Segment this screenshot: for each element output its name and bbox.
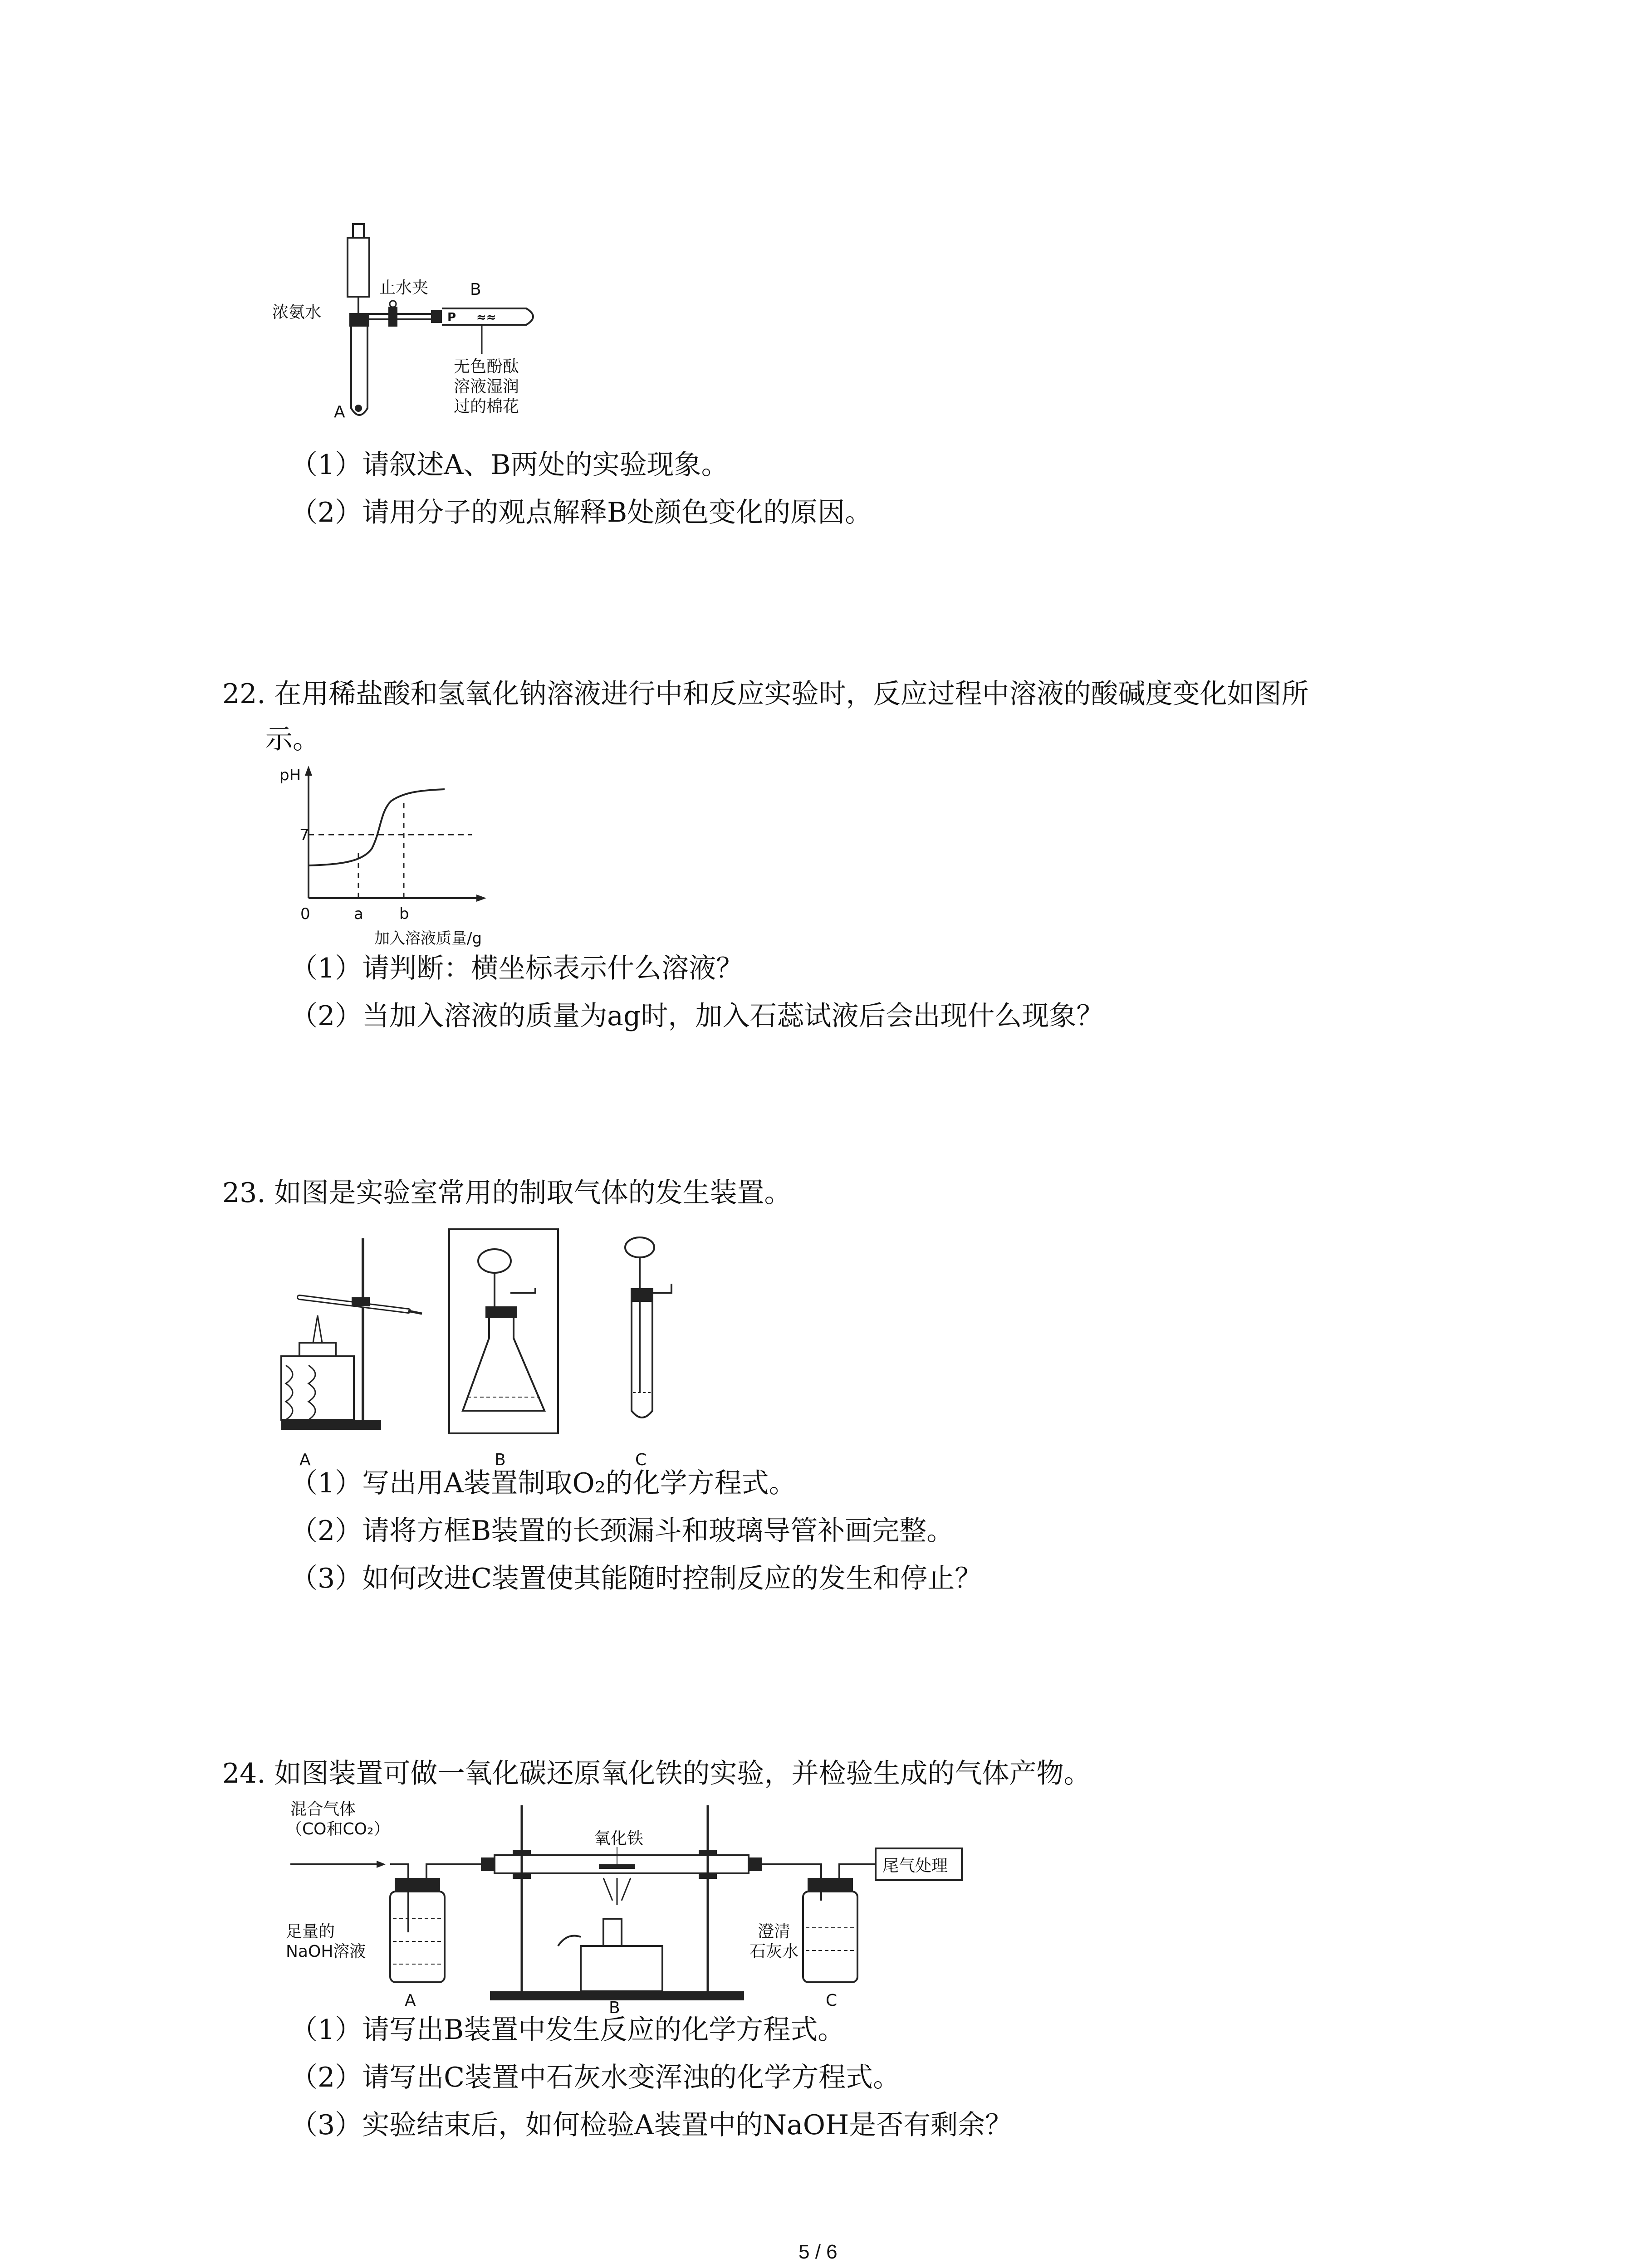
label-a: A (405, 1991, 416, 2010)
q24-question-line1: 24. 如图装置可做一氧化碳还原氧化铁的实验，并检验生成的气体产物。 (222, 1758, 1091, 1789)
q24-sub1: （1）请写出B装置中发生反应的化学方程式。 (290, 2014, 845, 2046)
q23-gas-generator-figure (272, 1220, 726, 1474)
label-cotton-1: 无色酚酞 (454, 357, 519, 376)
x-axis-arrow (476, 894, 486, 902)
label-b: B (470, 280, 481, 299)
x-tick-label-b: b (399, 905, 409, 923)
label-mixed-gas-composition: （CO和CO₂） (286, 1820, 390, 1838)
label-ammonia: 浓氨水 (272, 303, 322, 322)
label-tail-gas: 尾气处理 (882, 1857, 948, 1875)
q21-sub2: （2）请用分子的观点解释B处颜色变化的原因。 (290, 497, 872, 528)
ph-curve (309, 789, 445, 865)
label-c: C (635, 1451, 647, 1469)
label-b: B (609, 1999, 620, 2014)
q22-sub2: （2）当加入溶液的质量为ag时，加入石蕊试液后会出现什么现象？ (290, 1000, 1104, 1032)
label-a: A (334, 403, 345, 421)
q22-question-line1: 22. 在用稀盐酸和氢氧化钠溶液进行中和反应实验时，反应过程中溶液的酸碱度变化如图所 (222, 678, 1309, 710)
label-clamp: 止水夹 (379, 279, 429, 297)
q22-ph-chart (272, 762, 526, 957)
q23-question-line1: 23. 如图是实验室常用的制取气体的发生装置。 (222, 1177, 792, 1209)
stand-a-base (281, 1420, 381, 1430)
q23-sub2: （2）请将方框B装置的长颈漏斗和玻璃导管补画完整。 (290, 1515, 954, 1547)
q21-sub1: （1）请叙述A、B两处的实验现象。 (290, 449, 729, 481)
q23-sub1: （1）写出用A装置制取O₂的化学方程式。 (290, 1467, 796, 1499)
svg-text:≈≈: ≈≈ (476, 311, 496, 324)
label-b: B (495, 1451, 506, 1469)
label-cotton-2: 溶液湿润 (454, 377, 519, 396)
q23-sub3: （3）如何改进C装置使其能随时控制反应的发生和停止？ (290, 1563, 982, 1594)
label-p: P (447, 311, 456, 324)
x-tick-label-a: a (354, 905, 363, 923)
label-lime-clear: 澄清 (758, 1922, 791, 1941)
origin-label: 0 (300, 905, 310, 923)
q22-sub1: （1）请判断：横坐标表示什么溶液？ (290, 953, 744, 984)
label-cotton-3: 过的棉花 (454, 397, 519, 416)
page-number: 5 / 6 (798, 2241, 838, 2263)
label-c: C (826, 1991, 838, 2010)
label-mixed-gas: 混合气体 (290, 1800, 356, 1818)
y-axis-arrow (305, 766, 312, 776)
y-tick-label: 7 (299, 826, 309, 844)
q24-sub3: （3）实验结束后，如何检验A装置中的NaOH是否有剩余？ (290, 2109, 1013, 2141)
label-naoh-amount: 足量的 (286, 1922, 335, 1941)
q21-ammonia-apparatus-figure (272, 218, 590, 435)
label-naoh-solution: NaOH溶液 (286, 1942, 366, 1961)
q24-co-reduction-figure (286, 1796, 966, 2014)
q22-question-line2: 示。 (265, 723, 320, 755)
label-lime-water: 石灰水 (749, 1942, 799, 1961)
label-iron-oxide: 氧化铁 (594, 1829, 644, 1848)
q24-sub2: （2）请写出C装置中石灰水变浑浊的化学方程式。 (290, 2062, 901, 2093)
label-a: A (299, 1451, 311, 1469)
y-axis-label: pH (279, 766, 301, 784)
x-axis-label: 加入溶液质量/g (374, 929, 482, 948)
